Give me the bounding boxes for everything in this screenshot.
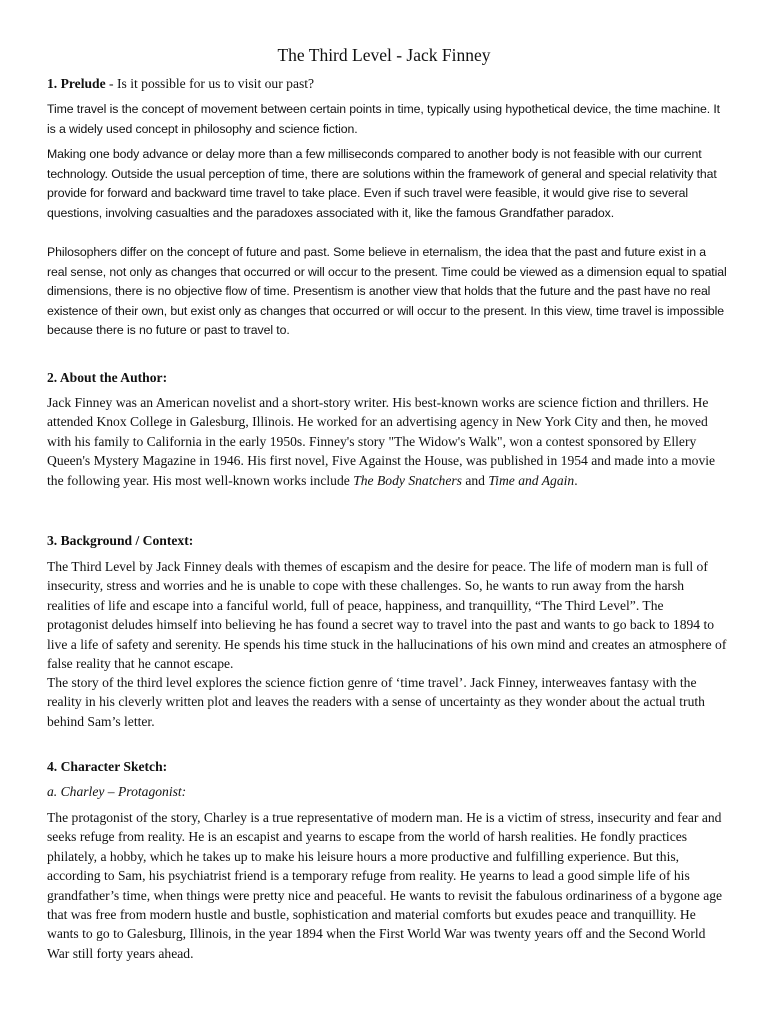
document-title: The Third Level - Jack Finney (277, 45, 491, 65)
author-work-time-and-again: Time and Again (488, 472, 575, 488)
character-subheading-charley: a. Charley – Protagonist: (47, 784, 187, 799)
author-work-body-snatchers: The Body Snatchers (353, 472, 462, 488)
author-text-end: . (574, 472, 578, 488)
author-text-before: Jack Finney was an American novelist and a short-story writer. His best-known works are science fiction and thrillers. He attended Knox College in Galesburg, Illinois. He worked for an advertising agency in New York City and then, he moved with his family to California in the early 1950s. Finney's story "The Widow's Walk", won a contest sponsored by Ellery Queen's Mystery Magazine in 1946. His first novel, Five Against the House, was published in 1954 and made into a movie the following year. His most well-known works include (47, 395, 716, 488)
section-heading-character: 4. Character Sketch: (47, 759, 168, 774)
background-paragraph-1: The Third Level by Jack Finney deals with themes of escapism and the desire for peace. The life of modern man is full of insecurity, stress and worries and he is unable to cope with these challenges. So, he wants to run away from the harsh realities of life and escape into a fanciful world, full of peace, happiness, and tranquillity, “The Third Level”. The protagonist deludes himself into believing he has found a secret way to travel into the past and wants to go back to 1894 to live a life of safety and serenity. He spends his time stuck in the hallucinations of his own mind and creates an atmosphere of false reality that he cannot escape. (47, 559, 727, 672)
section-heading-author: 2. About the Author: (47, 370, 168, 385)
section-heading-prelude (47, 74, 727, 94)
author-text-mid: and (461, 472, 489, 488)
section-heading-background: 3. Background / Context: (47, 533, 194, 548)
character-paragraph-charley: The protagonist of the story, Charley is a true representative of modern man. He is a victim of stress, insecurity and fear and seeks refuge from reality. He is an escapist and yearns to escape from the world of harsh realities. He fondly practices philately, a hobby, which he takes up to make his leisure hours a more productive and fulfilling experience. But this, according to Sam, his psychiatrist friend is a temporary refuge from reality. He yearns to lead a good simple life of his grandfather’s time, when things were pretty nice and peaceful. He wants to revisit the fabulous ordinariness of a bygone age that was free from modern hustle and bustle, sophistication and material comforts but exudes peace and tranquillity. He wants to go to Galesburg, Illinois, in the year 1894 when the First World War was twenty years off and the Second World War still forty years ahead. (47, 810, 723, 961)
prelude-question: - Is it possible for us to visit our past? (105, 76, 315, 91)
background-paragraph-2: The story of the third level explores the science fiction genre of ‘time travel’. Jack Finney, interweaves fantasy with the reality in his cleverly written plot and leaves the readers with a sense of uncertainty as they wonder about the actual truth behind Sam’s letter. (47, 675, 705, 729)
prelude-heading-label: 1. Prelude (47, 76, 106, 91)
prelude-paragraph-1: Time travel is the concept of movement between certain points in time, typically using hypothetical device, the time machine. It is a widely used concept in philosophy and science fiction. (47, 102, 720, 136)
prelude-paragraph-2: Making one body advance or delay more than a few milliseconds compared to another body is not feasible with our current technology. Outside the usual perception of time, there are solutions within the framework of general and special relativity that provide for forward and backward time travel to take place. Even if such travel were feasible, it would give rise to several questions, involving casualties and the paradoxes associated with it, like the famous Grandfather paradox. (47, 147, 717, 220)
author-paragraph (47, 393, 727, 490)
prelude-paragraph-3: Philosophers differ on the concept of future and past. Some believe in eternalism, the idea that the past and future exist in a real sense, not only as changes that occurred or will occur to the present. Time could be viewed as a dimension equal to spatial dimensions, there is no objective flow of time. Presentism is another view that holds that the future and the past have no real existence of their own, but exist only as changes that occurred or will occur to the present. In this view, time travel is impossible because there is no future or past to travel to. (47, 245, 727, 338)
